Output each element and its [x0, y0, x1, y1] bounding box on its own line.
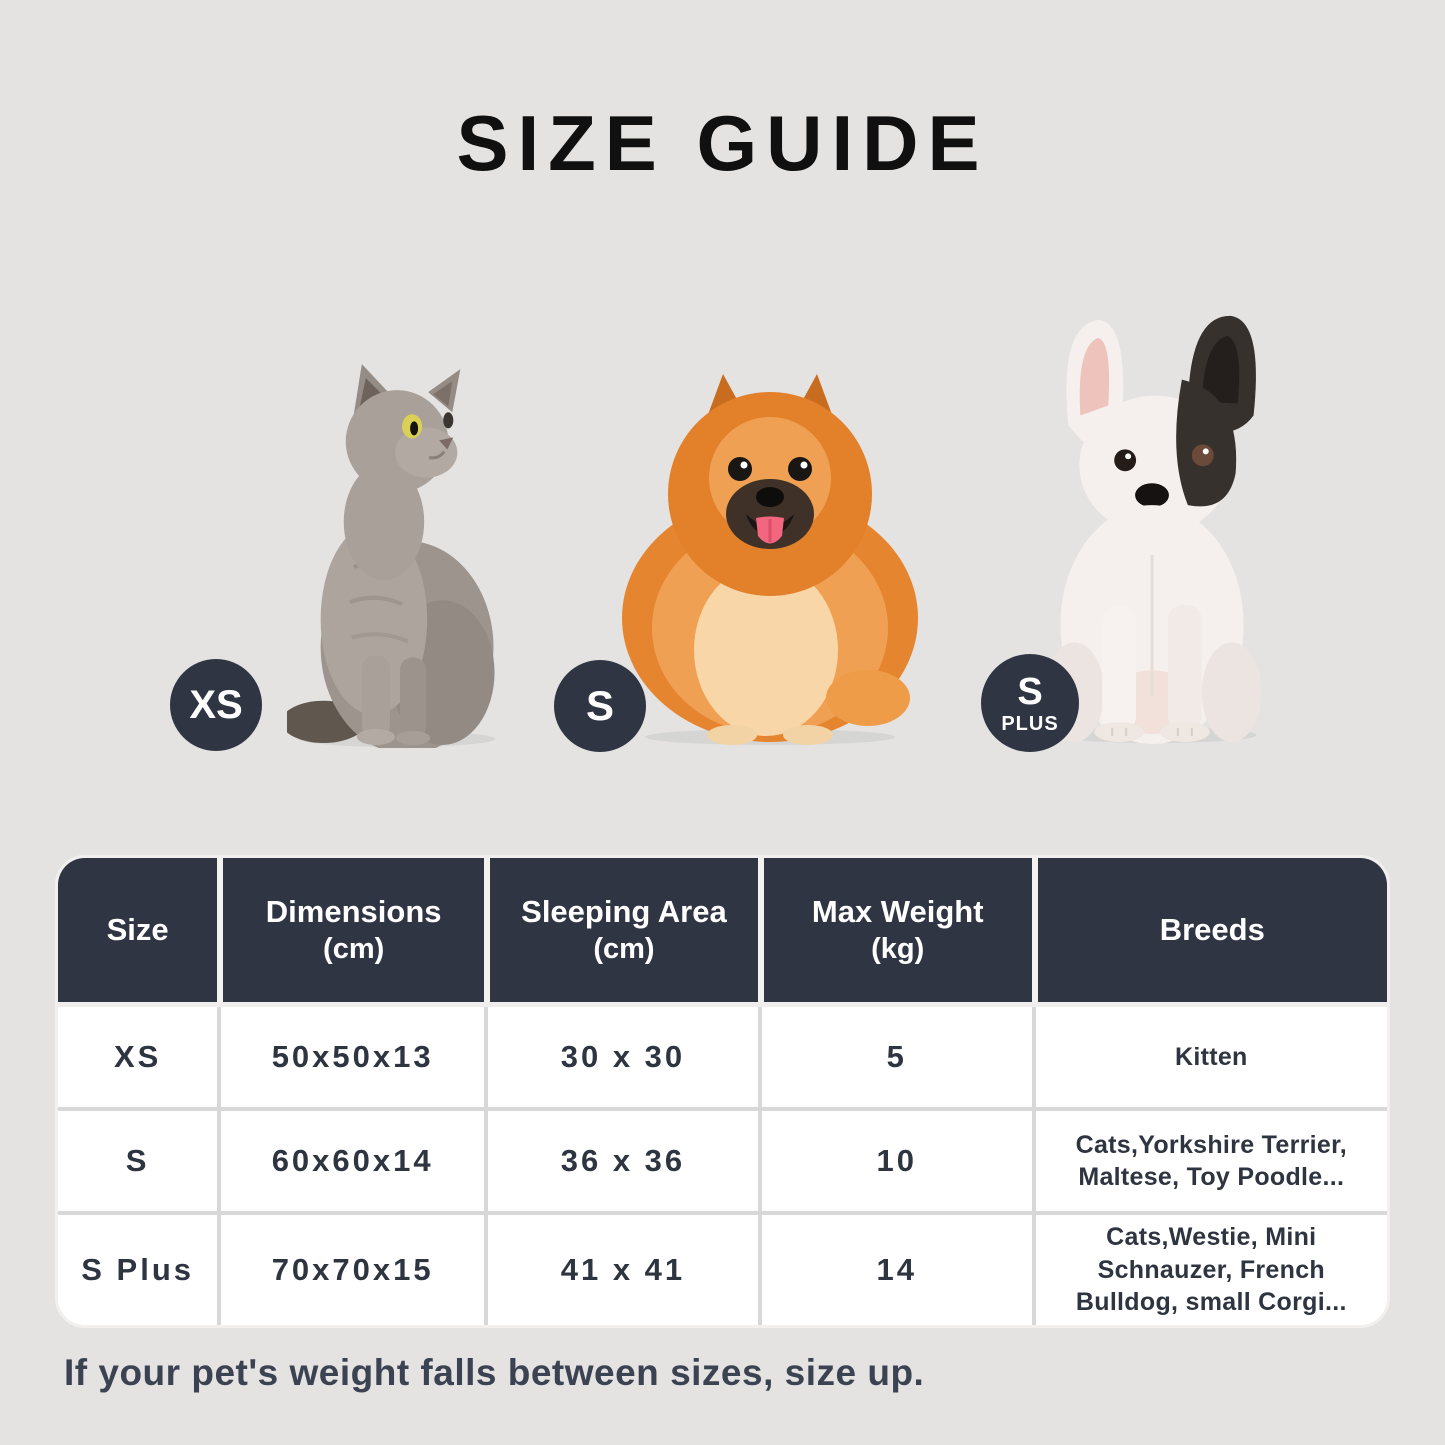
- table-row: [58, 1107, 1387, 1211]
- table-cell: 14: [758, 1215, 1032, 1325]
- table-cell: Cats,Westie, Mini Schnauzer, French Bulldog, small Corgi...: [1032, 1215, 1387, 1325]
- size-badge-s: [554, 660, 646, 752]
- table-body: [58, 1002, 1387, 1325]
- gray-cat-illustration: [287, 356, 497, 753]
- table-row: [58, 1211, 1387, 1325]
- column-header-dimensions: Dimensions (cm): [217, 858, 484, 1002]
- pomeranian-icon: [610, 366, 930, 746]
- table-cell: 50x50x13: [217, 1007, 484, 1107]
- table-row: [58, 1002, 1387, 1107]
- column-header-breeds: Breeds: [1032, 858, 1387, 1002]
- pomeranian-illustration: [610, 366, 930, 751]
- badge-label: S: [1017, 670, 1043, 713]
- table-cell: Kitten: [1032, 1007, 1387, 1107]
- badge-label: XS: [189, 682, 243, 727]
- size-guide-table: [55, 855, 1390, 1328]
- badge-label: S: [585, 682, 614, 729]
- table-header-row: [58, 858, 1387, 1002]
- size-badge-xs: [170, 659, 262, 751]
- table-cell: 60x60x14: [217, 1111, 484, 1211]
- table-cell: 30 x 30: [484, 1007, 758, 1107]
- cat-icon: [287, 356, 497, 748]
- column-header-size: Size: [58, 858, 217, 1002]
- size-badge-s-plus: [981, 654, 1079, 752]
- page-title: SIZE GUIDE: [456, 99, 989, 187]
- table-cell: 5: [758, 1007, 1032, 1107]
- table-cell: XS: [58, 1007, 217, 1107]
- column-header-max-weight: Max Weight (kg): [758, 858, 1032, 1002]
- column-header-sleeping-area: Sleeping Area (cm): [484, 858, 758, 1002]
- table-cell: S Plus: [58, 1215, 217, 1325]
- table-cell: 70x70x15: [217, 1215, 484, 1325]
- sizing-note: If your pet's weight falls between sizes, size up.: [64, 1352, 925, 1393]
- badge-sub-label: PLUS: [1001, 712, 1059, 735]
- table-cell: 36 x 36: [484, 1111, 758, 1211]
- table-cell: Cats,Yorkshire Terrier, Maltese, Toy Poodle...: [1032, 1111, 1387, 1211]
- table-cell: S: [58, 1111, 217, 1211]
- french-bulldog-icon: [1040, 306, 1270, 744]
- table-cell: 10: [758, 1111, 1032, 1211]
- table-cell: 41 x 41: [484, 1215, 758, 1325]
